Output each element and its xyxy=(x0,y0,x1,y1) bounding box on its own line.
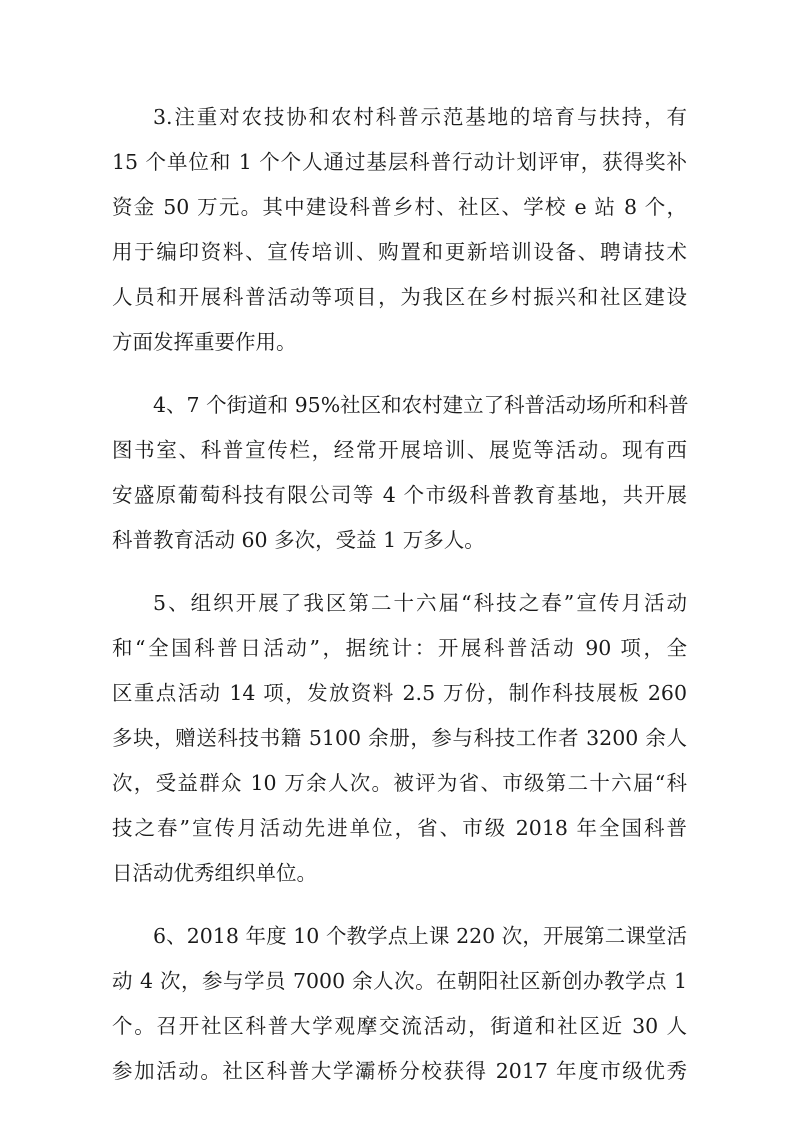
paragraph-line: 4、7 个街道和 95%社区和农村建立了科普活动场所和科普 xyxy=(153,393,689,417)
paragraph-line: 安盛原葡萄科技有限公司等 4 个市级科普教育基地，共开展 xyxy=(112,483,687,507)
paragraph-5 xyxy=(112,581,687,896)
paragraph-line: 和“全国科普日活动”，据统计：开展科普活动 90 项，全 xyxy=(112,636,687,660)
paragraph-line: 6、2018 年度 10 个教学点上课 220 次，开展第二课堂活 xyxy=(153,924,687,948)
paragraph-line: 日活动优秀组织单位。 xyxy=(112,861,317,885)
paragraph-line: 技之春”宣传月活动先进单位，省、市级 2018 年全国科普 xyxy=(112,816,687,840)
paragraph-line: 3.注重对农技协和农村科普示范基地的培育与扶持，有 xyxy=(153,105,687,129)
paragraph-line: 参加活动。社区科普大学灞桥分校获得 2017 年度市级优秀 xyxy=(112,1059,687,1083)
document-body xyxy=(112,95,687,1112)
paragraph-line: 图书室、科普宣传栏，经常开展培训、展览等活动。现有西 xyxy=(112,438,687,462)
paragraph-line: 资金 50 万元。其中建设科普乡村、社区、学校 e 站 8 个， xyxy=(112,195,687,219)
paragraph-4 xyxy=(112,383,687,563)
paragraph-line: 人员和开展科普活动等项目，为我区在乡村振兴和社区建设 xyxy=(112,285,687,309)
paragraph-3 xyxy=(112,95,687,365)
paragraph-line: 次，受益群众 10 万余人次。被评为省、市级第二十六届“科 xyxy=(112,771,687,795)
paragraph-line: 动 4 次，参与学员 7000 余人次。在朝阳社区新创办教学点 1 xyxy=(112,969,687,993)
paragraph-line: 用于编印资料、宣传培训、购置和更新培训设备、聘请技术 xyxy=(112,240,687,264)
paragraph-line: 科普教育活动 60 多次，受益 1 万多人。 xyxy=(112,528,485,552)
paragraph-line: 方面发挥重要作用。 xyxy=(112,330,297,354)
paragraph-line: 多块，赠送科技书籍 5100 余册，参与科技工作者 3200 余人 xyxy=(112,726,687,750)
paragraph-line: 个。召开社区科普大学观摩交流活动，街道和社区近 30 人 xyxy=(112,1014,687,1038)
paragraph-line: 5、组织开展了我区第二十六届“科技之春”宣传月活动 xyxy=(153,591,687,615)
paragraph-6 xyxy=(112,914,687,1094)
paragraph-line: 区重点活动 14 项，发放资料 2.5 万份，制作科技展板 260 xyxy=(112,681,687,705)
paragraph-line: 15 个单位和 1 个个人通过基层科普行动计划评审，获得奖补 xyxy=(112,150,687,174)
